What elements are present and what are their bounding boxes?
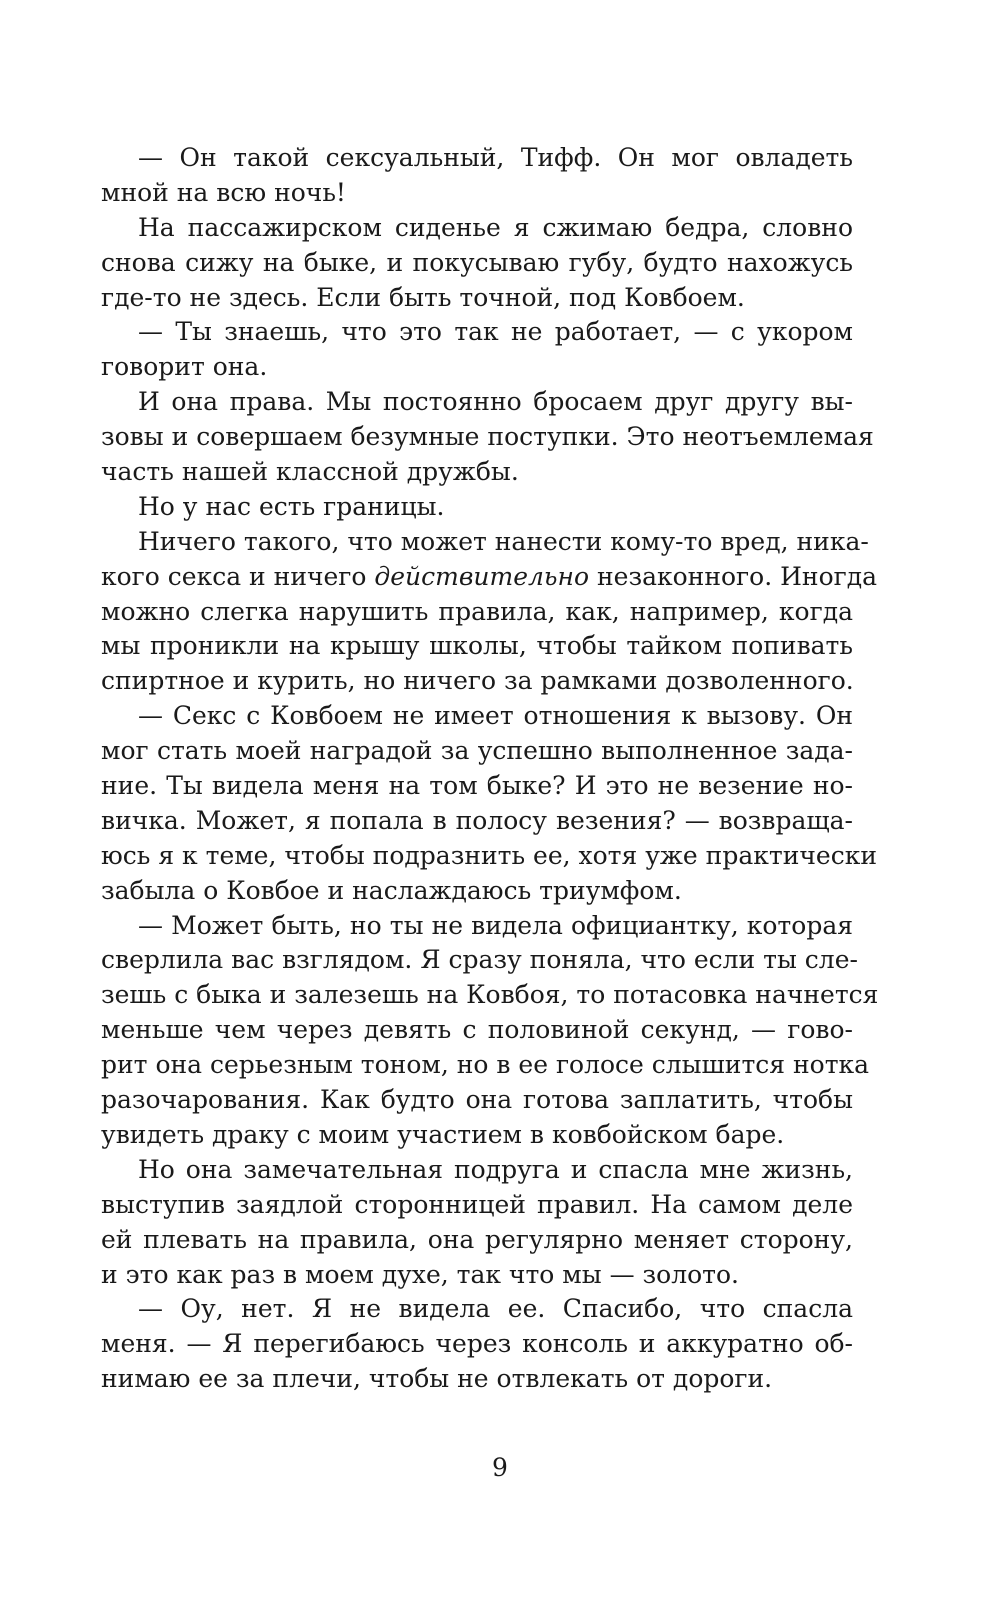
text-line: можно слегка нарушить правила, как, например, когда [101, 596, 853, 626]
text-line: часть нашей классной дружбы. [101, 457, 519, 487]
text-run: кого секса и ничего [101, 561, 375, 591]
emphasized-word: действительно [374, 561, 590, 591]
text-line: ей плевать на правила, она регулярно меняет сторону, [101, 1224, 853, 1254]
text-line: спиртное и курить, но ничего за рамками дозволенного. [101, 666, 854, 696]
text-line: — Может быть, но ты не видела официантку, которая [138, 910, 853, 940]
text-line: говорит она. [101, 352, 268, 382]
text-line: На пассажирском сиденье я сжимаю бедра, словно [138, 212, 853, 242]
text-run: незаконного. Иногда [589, 561, 878, 591]
text-line: увидеть драку с моим участием в ковбойском баре. [101, 1119, 785, 1149]
text-line: меньше чем через девять с половиной секунд, — гово- [101, 1015, 853, 1045]
text-line: — Оу, нет. Я не видела ее. Спасибо, что спасла [138, 1294, 853, 1324]
text-line: вичка. Может, я попала в полосу везения? — возвраща- [101, 805, 853, 835]
text-line: юсь я к теме, чтобы подразнить ее, хотя уже практически [101, 840, 877, 870]
text-line: разочарования. Как будто она готова заплатить, чтобы [101, 1085, 853, 1115]
text-line: сверлила вас взглядом. Я сразу поняла, что если ты сле- [101, 945, 858, 975]
text-line: Но она замечательная подруга и спасла мне жизнь, [138, 1154, 853, 1184]
text-line: — Секс с Ковбоем не имеет отношения к вызову. Он [138, 701, 853, 731]
text-line: где-то не здесь. Если быть точной, под Ковбоем. [101, 282, 745, 312]
text-line: мной на всю ночь! [101, 177, 346, 207]
text-line: мы проникли на крышу школы, чтобы тайком попивать [101, 631, 853, 661]
text-line: — Ты знаешь, что это так не работает, — с укором [138, 317, 853, 347]
text-line: зовы и совершаем безумные поступки. Это неотъемлемая [101, 422, 874, 452]
page-number: 9 [492, 1453, 508, 1482]
text-line: Но у нас есть границы. [138, 491, 445, 521]
text-line: выступив заядлой сторонницей правил. На самом деле [101, 1189, 853, 1219]
text-line [101, 560, 878, 595]
text-line: снова сижу на быке, и покусываю губу, будто нахожусь [101, 247, 853, 277]
body-text [101, 141, 879, 1397]
text-line: забыла о Ковбое и наслаждаюсь триумфом. [101, 875, 682, 905]
text-line: ние. Ты видела меня на том быке? И это не везение но- [101, 771, 853, 801]
text-line: рит она серьезным тоном, но в ее голосе слышится нотка [101, 1050, 870, 1080]
text-line: меня. — Я перегибаюсь через консоль и аккуратно об- [101, 1329, 853, 1359]
text-line: и это как раз в моем духе, так что мы — золото. [101, 1259, 739, 1289]
text-line: — Он такой сексуальный, Тифф. Он мог овладеть [138, 143, 853, 172]
text-line: зешь с быка и залезешь на Ковбоя, то потасовка начнется [101, 980, 879, 1010]
text-line: нимаю ее за плечи, чтобы не отвлекать от дороги. [101, 1364, 773, 1394]
text-line: мог стать моей наградой за успешно выполненное зада- [101, 736, 853, 766]
text-line: И она права. Мы постоянно бросаем друг другу вы- [138, 387, 853, 417]
text-line: Ничего такого, что может нанести кому-то вред, ника- [138, 526, 869, 556]
